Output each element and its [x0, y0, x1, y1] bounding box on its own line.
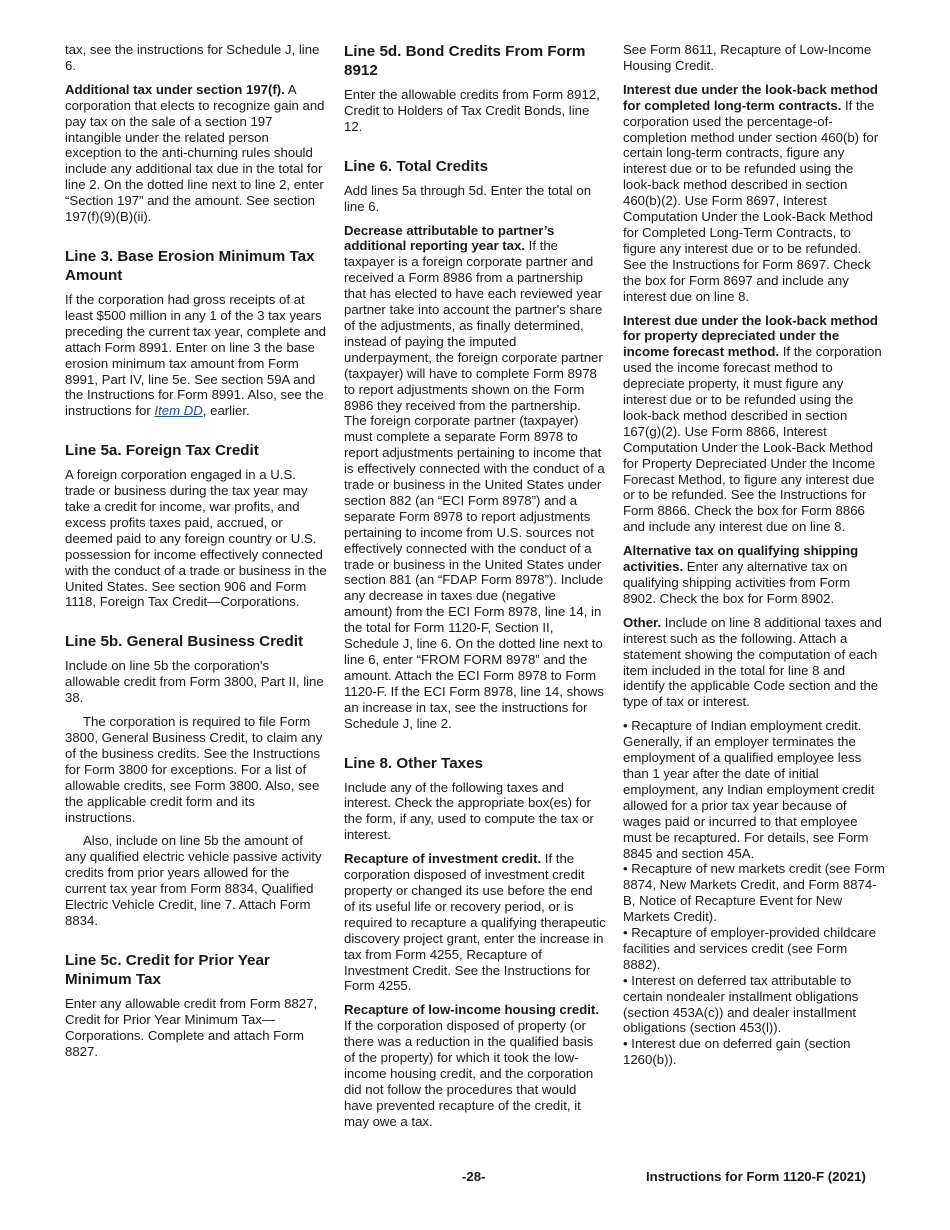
- heading-line5a: Line 5a. Foreign Tax Credit: [65, 442, 259, 460]
- paragraph-body: If the corporation used the percentage-of-completion method under section 460(b) for certain long-term contracts, figure any interest due or to be refunded using the look-back method described in section 460(b)(2). Use Form 8697, Interest Computation Under the Look-Back Method for Completed Long-Term Contracts, to figure any interest due or to be refunded. See the Instructions for Form 8697. Check the box for Form 8697 and include any interest due on line 8.: [623, 97, 879, 304]
- paragraph-body: Enter any alternative tax on qualifying shipping activities from Form 8902. Check the box for Form 8902.: [623, 559, 851, 606]
- paragraph-line5c: Enter any allowable credit from Form 8827, Credit for Prior Year Minimum Tax—Corporations. Complete and attach Form 8827.: [65, 995, 318, 1059]
- heading-line6: Line 6. Total Credits: [344, 157, 489, 175]
- paragraph-body: , earlier.: [202, 403, 250, 419]
- paragraph-recapture-lih: [344, 1002, 606, 1129]
- paragraph-body: A corporation that elects to recognize gain and pay tax on the sale of a section 197 intangible under the related person exception to the anti-churning rules should include any additional tax due in the total for line 2. On the dotted line next to line 2, enter “Section 197” and the amount. See section 197(f)(9)(B)(ii).: [65, 81, 325, 225]
- bullet-text: Interest due on deferred gain (section 1260(b)).: [623, 1036, 851, 1068]
- column-middle: [344, 42, 606, 1138]
- run-in-heading: Recapture of investment credit.: [344, 851, 542, 867]
- paragraph-line5b-3: Also, include on line 5b the amount of any qualified electric vehicle passive activity credits from prior years allowed for the current tax year from Form 8834, Qualified Electric Vehicle Credit, line 7. Attach Form 8834.: [65, 833, 322, 928]
- bullet-icon: •: [623, 718, 628, 734]
- paragraph-line6: Add lines 5a through 5d. Enter the total on line 6.: [344, 182, 592, 214]
- bullet-text: Recapture of employer-provided childcare facilities and services credit (see Form 8882).: [623, 925, 877, 972]
- paragraph-body: If the corporation used the income forecast method to depreciate property, it must figure any interest due or to be refunded using the look-back method described in section 167(g)(2). Use Form 8866, Interest Computation Under the Look-Back Method for Property Depreciated Under the Income Forecast Method, to figure any interest due or to be refunded. See the Instructions for Form 8866. Check the box for Form 8866 and include any interest due on line 8.: [623, 344, 882, 535]
- bullet-item: [623, 861, 885, 925]
- paragraph-see-8611: See Form 8611, Recapture of Low-Income Housing Credit.: [623, 42, 872, 73]
- paragraph-recapture-investment: [344, 851, 606, 994]
- bullet-text: Recapture of new markets credit (see Form 8874, New Markets Credit, and Form 8874-B, Notice of Recapture Event for New Markets Credit).: [623, 861, 885, 925]
- paragraph-alt-shipping: [623, 543, 885, 607]
- run-in-heading: Interest due under the look-back method for property depreciated under the income forecast method.: [623, 312, 878, 360]
- paragraph-line5a: A foreign corporation engaged in a U.S. trade or business during the tax year may take a credit for income, war profits, and excess profits taxes paid, accrued, or deemed paid to any foreign country or U.S. possession for income effectively connected with the conduct of a trade or business in the United States. See section 906 and Form 1118, Foreign Tax Credit—Corporations.: [65, 467, 327, 610]
- paragraph-line5b-1: Include on line 5b the corporation's allowable credit from Form 3800, Part II, line 38.: [65, 658, 324, 706]
- run-in-heading: Additional tax under section 197(f).: [65, 81, 285, 97]
- bullet-icon: •: [623, 925, 628, 941]
- run-in-heading: Interest due under the look-back method for completed long-term contracts.: [623, 81, 878, 113]
- paragraph-line3: [65, 292, 327, 419]
- bullet-icon: •: [623, 1036, 628, 1052]
- paragraph-line5b-2: The corporation is required to file Form 3800, General Business Credit, to claim any of the business credits. See the Instructions for Form 3800 for exceptions. For a list of allowable credits, see Form 3800. Also, see the applicable credit form and its instructions.: [65, 714, 323, 825]
- paragraph-body: Include on line 8 additional taxes and interest such as the following. Attach a statement showing the computation of each item included in the total for line 8 and identify the applicable Code section and the type of tax or interest.: [623, 614, 882, 710]
- run-in-heading: Recapture of low-income housing credit.: [344, 1002, 599, 1018]
- paragraph-body: If the corporation had gross receipts of at least $500 million in any 1 of the 3 tax years preceding the current tax year, complete and attach Form 8991. Enter on line 3 the base erosion minimum tax amount from Form 8991, Part IV, line 5e. See section 59A and the Instructions for Form 8991. Also, see the instructions for: [65, 291, 326, 419]
- bullet-icon: •: [623, 861, 628, 877]
- paragraph-lookback-contracts: [623, 82, 885, 305]
- paragraph-body: If the taxpayer is a foreign corporate partner and received a Form 8986 from a partnership that has elected to have each reviewed year partner take into account the partner's share of the adjustments, as finally determined, instead of paying the imputed underpayment, the foreign corporate partner (taxpayer) will have to complete Form 8978 to report adjustments shown on the Form 8986 they received from the partnership. The foreign corporate partner (taxpayer) must complete a separate Form 8978 to report adjustments pertaining to income that is effectively connected with the conduct of a trade or business in the United States under section 882 (an “ECI Form 8978”) and a separate Form 8978 to report adjustments pertaining to income from U.S. sources not effectively connected with the conduct of a trade or business in the United States under section 881 (an “FDAP Form 8978”). Include any decrease in taxes due (negative amount) from the ECI Form 8978, line 14, in the total for Form 1120-F, Section II, Schedule J, line 6. On the dotted line next to line 6, enter “FROM FORM 8978” and the amount. Attach the ECI Form 8978 to Form 1120-F. If the ECI Form 8978, line 14, shows an increase in tax, see the instructions for Schedule J, line 2.: [344, 238, 605, 731]
- form-title-footer: Instructions for Form 1120-F (2021): [646, 1169, 866, 1184]
- heading-line5d: Line 5d. Bond Credits From Form 8912: [344, 43, 586, 79]
- paragraph-line8: Include any of the following taxes and interest. Check the appropriate box(es) for the form, if any, used to compute the tax or interest.: [344, 779, 594, 843]
- bullet-item: [623, 973, 885, 1037]
- bullet-text: Recapture of Indian employment credit. Generally, if an employer terminates the employment of a qualified employee less than 1 year after the date of initial employment, any Indian employment credit allowed for a prior tax year because of wages paid or incurred to that employee must be recaptured. For details, see Form 8845 and section 45A.: [623, 718, 875, 861]
- column-right: [623, 42, 885, 1076]
- run-in-heading: Other.: [623, 614, 662, 630]
- paragraph-decrease-partner: [344, 223, 606, 732]
- bullet-item: [623, 718, 885, 861]
- heading-line5c: Line 5c. Credit for Prior Year Minimum Tax: [65, 951, 270, 988]
- page-number: -28-: [462, 1169, 486, 1184]
- heading-line5b: Line 5b. General Business Credit: [65, 633, 304, 651]
- bullet-item: [623, 1036, 885, 1068]
- paragraph-other: [623, 615, 885, 710]
- paragraph-additional-tax-197f: [65, 82, 327, 225]
- heading-line8: Line 8. Other Taxes: [344, 754, 483, 772]
- run-in-heading: Decrease attributable to partner’s additional reporting year tax.: [344, 222, 555, 254]
- heading-line3: Line 3. Base Erosion Minimum Tax Amount: [65, 247, 315, 284]
- column-left: [65, 42, 327, 1068]
- bullet-item: [623, 925, 885, 973]
- bullet-text: Interest on deferred tax attributable to certain nondealer installment obligations (section 453A(c)) and dealer installment obligations (section 453(l)).: [623, 972, 859, 1036]
- paragraph-line5d: Enter the allowable credits from Form 8912, Credit to Holders of Tax Credit Bonds, line 12.: [344, 87, 600, 134]
- paragraph-continuation: tax, see the instructions for Schedule J, line 6.: [65, 42, 320, 73]
- paragraph-body: If the corporation disposed of property (or there was a reduction in the qualified basis of the property) for which it took the low-income housing credit, and the corporation did not follow the procedures that would have prevented recapture of the credit, it may owe a tax.: [344, 1018, 594, 1129]
- item-dd-link[interactable]: Item DD: [154, 403, 203, 419]
- paragraph-body: If the corporation disposed of investment credit property or changed its use before the end of its useful life or recovery period, or is required to recapture a qualifying therapeutic discovery project grant, enter the increase in tax from Form 4255, Recapture of Investment Credit. See the Instructions for Form 4255.: [344, 851, 606, 994]
- run-in-heading: Alternative tax on qualifying shipping activities.: [623, 543, 859, 575]
- paragraph-lookback-forecast: [623, 313, 885, 536]
- bullet-icon: •: [623, 972, 628, 988]
